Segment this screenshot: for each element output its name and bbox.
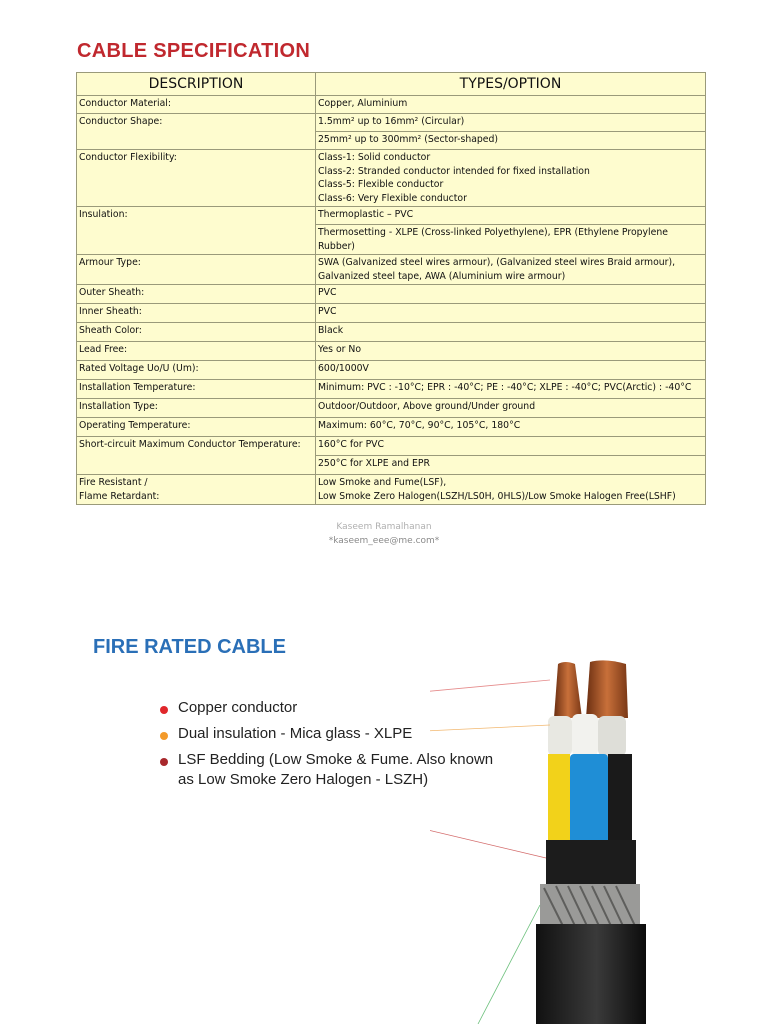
copper-conductor-graphic (554, 660, 628, 718)
row-value: Minimum: PVC : -10°C; EPR : -40°C; PE : -40°C; XLPE : -40°C; PVC(Arctic) : -40°C (316, 380, 706, 399)
row-value: PVC (316, 285, 706, 304)
table-row (77, 114, 706, 132)
table-row (77, 304, 706, 323)
insulation-graphic (548, 714, 626, 756)
header-description: DESCRIPTION (77, 73, 316, 96)
row-value: Yes or No (316, 342, 706, 361)
row-value: Black (316, 323, 706, 342)
row-label: Conductor Flexibility: (77, 150, 316, 207)
row-value: Copper, Aluminium (316, 96, 706, 114)
label-line: Flame Retardant: (79, 490, 160, 502)
bullet-dot-icon (160, 706, 168, 714)
outer-sheath-graphic (536, 924, 646, 1024)
value-line: Class-5: Flexible conductor (318, 179, 444, 190)
row-value: 160°C for PVC (316, 437, 706, 456)
row-value: 250°C for XLPE and EPR (316, 456, 706, 475)
fire-rated-title: FIRE RATED CABLE (93, 636, 286, 658)
row-value: Thermoplastic – PVC (316, 207, 706, 225)
table-row (77, 207, 706, 225)
row-value (316, 475, 706, 505)
row-value: Thermosetting - XLPE (Cross-linked Polyethylene), EPR (Ethylene Propylene Rubber) (316, 225, 706, 255)
table-row (77, 437, 706, 456)
row-label: Short-circuit Maximum Conductor Temperature: (77, 437, 316, 475)
core-colors-graphic (548, 754, 632, 846)
row-value: SWA (Galvanized steel wires armour), (Galvanized steel wires Braid armour), Galvanized steel tape, AWA (Aluminium wire armour) (316, 255, 706, 285)
row-label: Conductor Material: (77, 96, 316, 114)
page-title: CABLE SPECIFICATION (77, 40, 311, 62)
value-line: Low Smoke and Fume(LSF), (318, 477, 447, 488)
header-types-option: TYPES/OPTION (316, 73, 706, 96)
row-value: 600/1000V (316, 361, 706, 380)
row-label: Armour Type: (77, 255, 316, 285)
row-label: Inner Sheath: (77, 304, 316, 323)
table-row (77, 323, 706, 342)
row-label: Installation Temperature: (77, 380, 316, 399)
legend-label: LSF Bedding (Low Smoke & Fume. Also known as Low Smoke Zero Halogen - LSZH) (178, 751, 494, 788)
row-value (316, 150, 706, 207)
table-row (77, 96, 706, 114)
row-value: 1.5mm² up to 16mm² (Circular) (316, 114, 706, 132)
row-value: Maximum: 60°C, 70°C, 90°C, 105°C, 180°C (316, 418, 706, 437)
row-value: Outdoor/Outdoor, Above ground/Under ground (316, 399, 706, 418)
legend-label: Copper conductor (178, 699, 298, 716)
table-row (77, 342, 706, 361)
row-label: Sheath Color: (77, 323, 316, 342)
leader-lines (430, 680, 550, 1024)
row-label: Operating Temperature: (77, 418, 316, 437)
table-row (77, 361, 706, 380)
table-row (77, 475, 706, 505)
row-label (77, 475, 316, 505)
row-label: Lead Free: (77, 342, 316, 361)
watermark-email: *kaseem_eee@me.com* (328, 536, 440, 546)
table-row (77, 150, 706, 207)
row-label: Insulation: (77, 207, 316, 255)
bullet-dot-icon (160, 758, 168, 766)
table-row (77, 418, 706, 437)
value-line: Class-1: Solid conductor (318, 152, 431, 163)
label-line: Fire Resistant / (79, 477, 148, 488)
row-label: Rated Voltage Uo/U (Um): (77, 361, 316, 380)
armour-graphic (540, 884, 640, 928)
lsf-bedding-graphic (546, 840, 636, 888)
value-line: Low Smoke Zero Halogen(LSZH/LS0H, 0HLS)/Low Smoke Halogen Free(LSHF) (318, 490, 676, 502)
table-header-row (77, 73, 706, 96)
watermark-name: Kaseem Ramalhanan (336, 522, 432, 532)
bullet-dot-icon (160, 732, 168, 740)
table-row (77, 255, 706, 285)
row-label: Installation Type: (77, 399, 316, 418)
row-value: PVC (316, 304, 706, 323)
specification-table (76, 72, 706, 505)
cable-illustration (430, 630, 710, 1024)
row-label: Conductor Shape: (77, 114, 316, 150)
row-value: 25mm² up to 300mm² (Sector-shaped) (316, 132, 706, 150)
table-row (77, 285, 706, 304)
legend-label: Dual insulation - Mica glass - XLPE (178, 725, 413, 742)
table-row (77, 380, 706, 399)
row-label: Outer Sheath: (77, 285, 316, 304)
table-row (77, 399, 706, 418)
value-line: Class-6: Very Flexible conductor (318, 192, 467, 204)
value-line: Class-2: Stranded conductor intended for fixed installation (318, 165, 590, 177)
